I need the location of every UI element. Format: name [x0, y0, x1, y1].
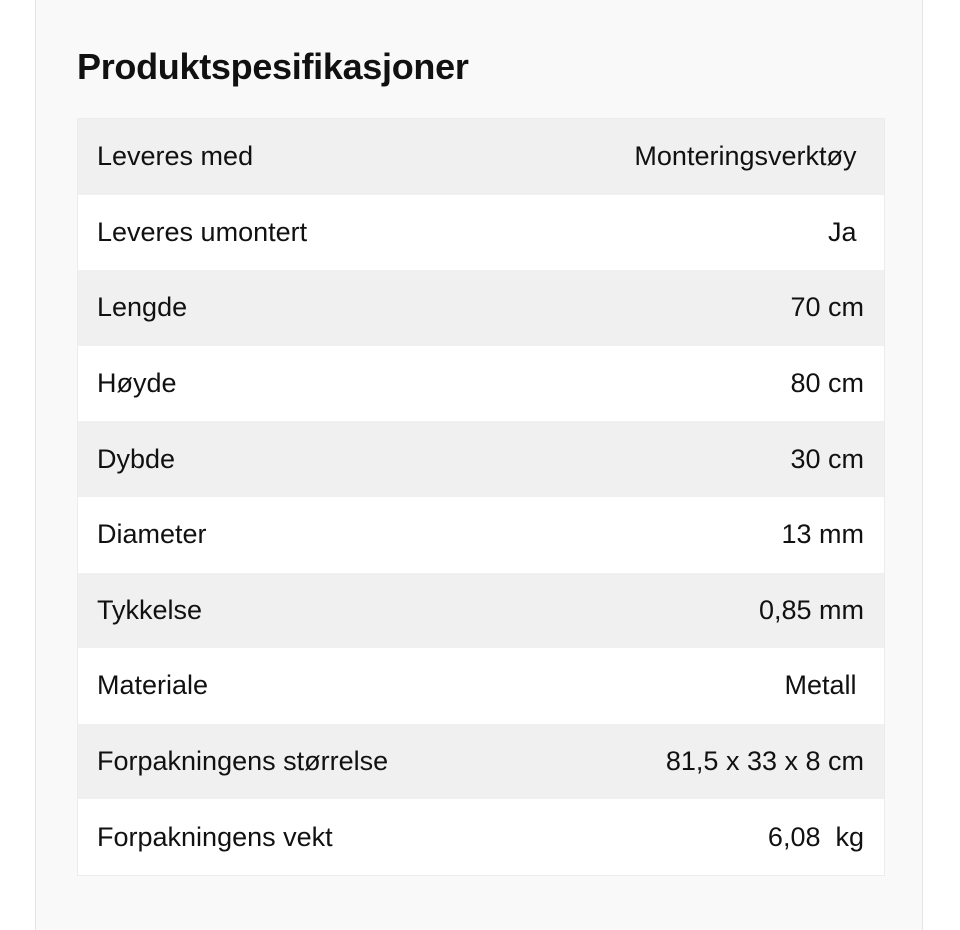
spec-value: 6,08 kg — [767, 821, 864, 852]
spec-value: 0,85 mm — [758, 594, 864, 625]
spec-label: Leveres umontert — [97, 216, 308, 247]
spec-label: Høyde — [97, 368, 177, 399]
spec-label: Diameter — [97, 519, 207, 550]
spec-row-materiale — [78, 648, 884, 724]
spec-row-dybde — [78, 421, 884, 497]
spec-value: Ja — [827, 216, 864, 247]
spec-label: Forpakningens størrelse — [97, 746, 389, 777]
spec-label: Materiale — [97, 670, 209, 701]
section-title: Produktspesifikasjoner — [77, 46, 469, 87]
spec-label: Leveres med — [97, 141, 254, 172]
spec-label: Lengde — [97, 292, 188, 323]
spec-row-tykkelse — [78, 573, 884, 649]
spec-label: Tykkelse — [97, 594, 203, 625]
spec-row-hoyde — [78, 346, 884, 422]
spec-label: Forpakningens vekt — [97, 821, 333, 852]
spec-row-diameter — [78, 497, 884, 573]
spec-table — [77, 118, 885, 876]
spec-value: 81,5 x 33 x 8 cm — [665, 746, 864, 777]
spec-label: Dybde — [97, 443, 176, 474]
spec-row-leveres-umontert — [78, 195, 884, 271]
spec-value: 70 cm — [790, 292, 864, 323]
spec-value: Monteringsverktøy — [634, 141, 864, 172]
spec-row-forpakningens-vekt — [78, 799, 884, 875]
spec-row-lengde — [78, 270, 884, 346]
spec-row-leveres-med — [78, 119, 884, 195]
spec-value: 13 mm — [781, 519, 864, 550]
spec-row-forpakningens-storrelse — [78, 724, 884, 800]
product-spec-panel — [35, 0, 923, 930]
spec-value: 80 cm — [790, 368, 864, 399]
spec-value: 30 cm — [790, 443, 864, 474]
spec-value: Metall — [784, 670, 864, 701]
